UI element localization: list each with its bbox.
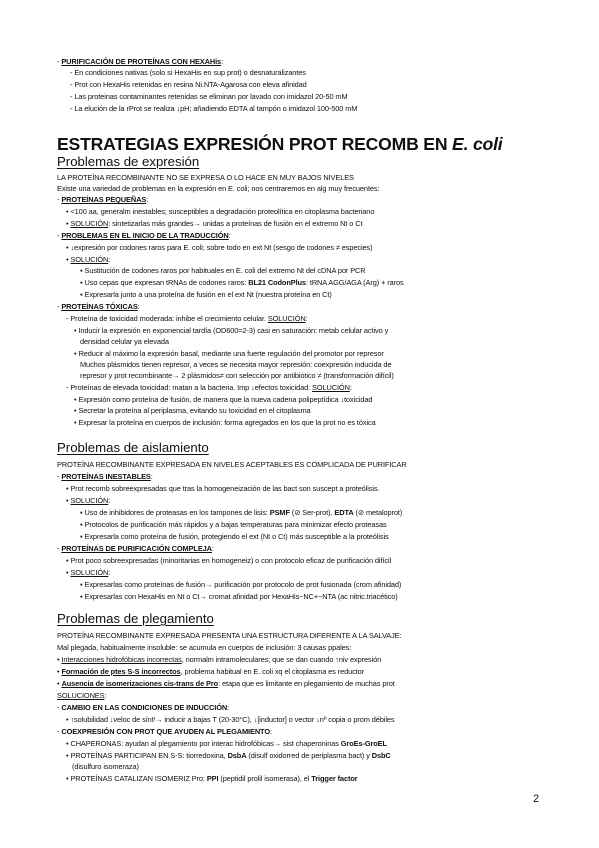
bullet: ▪ Expresarla junto a una proteína de fusión en el ext Nt (nuestra proteína en Ct) — [80, 290, 332, 299]
bullet: • Secretar la proteína al periplasma, evitando su toxicidad en el citoplasma — [74, 406, 311, 415]
text-span: SOLUCIÓN — [70, 219, 109, 228]
bullet: • ↓expresión por codones raros para E. coli; sobre todo en ext Nt (sesgo de codones ≠ especies) — [66, 243, 373, 252]
bullet-continuation: Muchos plásmidos tienen represor, a veces se necesita mayor represión: coexpresión inducida de — [80, 360, 392, 369]
bullet: • Prot recomb sobreexpresadas que tras la homogeneización de las bact son suscept a proteólisis. — [66, 484, 380, 493]
section-heading-plegamiento — [57, 611, 214, 626]
text-span: EDTA — [334, 508, 354, 517]
text-span: PROBLEMAS EN EL INICIO DE LA TRADUCCIÓN — [61, 231, 229, 240]
intro-item: - La elución de la rProt se realiza ↓pH; añadiendo EDTA al tampón o imidazol 100-500 mM — [70, 104, 358, 113]
paragraph: LA PROTEÍNA RECOMBINANTE NO SE EXPRESA O LO HACE EN MUY BAJOS NIVELES — [57, 173, 354, 182]
subheading: - PROTEÍNAS PEQUEÑAS: — [57, 195, 149, 204]
text-span: Formación de ptes S-S incorrectos — [61, 667, 181, 676]
bullet: • Ausencia de isomerizaciones cis-trans de Pro: etapa que es limitante en plegamiento de muchas prot — [57, 679, 395, 688]
bullet: • SOLUCIÓN: — [66, 255, 111, 264]
text-span: Prot poco sobreexpresadas (minoritarias en homogeneiz) o con protocolo eficaz de purificación difícil — [70, 556, 392, 565]
text-span: Reducir al máximo la expresión basal, mediante una fuerte regulación del promotor por represor — [78, 349, 384, 358]
text-span: COEXPRESIÓN CON PROT QUE AYUDEN AL PLEGAMIENTO — [61, 727, 270, 736]
bullet: • PROTEÍNAS PARTICIPAN EN S-S: tiorredoxina, DsbA (disulf oxidorred de periplasma bact) y DsbC — [66, 751, 391, 760]
bullet: • <100 aa, generalm inestables; susceptibles a degradación proteolítica en citoplasma bacteriano — [66, 207, 375, 216]
text-span: CHAPERONAS: ayudan al plegamiento por interac hidrofóbicas→ sist chaperoninas — [70, 739, 341, 748]
text-span: Expresar la proteína en cuerpos de inclusión: forma agregados en los que la prot no es tóxica — [78, 418, 376, 427]
text-span: ↑solubilidad ↓veloc de síntᵗ→ inducir a bajas T (20-30°C), ↓[inductor] o vector ↓nº copia o prom débiles — [70, 715, 395, 724]
bullet: • Expresión como proteína de fusión, de manera que la nueva cadena polipeptídica ↓toxicidad — [74, 395, 373, 404]
section-heading-aislamiento — [57, 440, 209, 455]
bullet: - Proteínas de elevada toxicidad: matan a la bacteria. Imp ↓efectos toxicidad: SOLUCIÓN: — [66, 383, 352, 392]
text-span: En condiciones nativas (solo si HexaHis en sup prot) o desnaturalizantes — [74, 68, 306, 77]
subheading: - PROTEÍNAS INESTABLES: — [57, 472, 153, 481]
paragraph: Mal plegada, habitualmente insoluble: se acumula en cuerpos de inclusión: 3 causas ppales: — [57, 643, 352, 652]
subheading: - PROTEÍNAS DE PURIFICACIÓN COMPLEJA: — [57, 544, 214, 553]
bullet-continuation: (disulfuro isomeraza) — [72, 762, 139, 771]
text-span: ESTRATEGIAS EXPRESIÓN PROT RECOMB EN — [57, 134, 448, 154]
bullet: • ↑solubilidad ↓veloc de síntᵗ→ inducir a bajas T (20-30°C), ↓[inductor] o vector ↓nº copia o prom débiles — [66, 715, 395, 724]
bullet: ▪ Sustitución de codones raros por habituales en E. coli del extremo Nt del cDNA por PCR — [80, 266, 366, 275]
text-span: SOLUCIÓN — [70, 255, 109, 264]
text-span: Expresarlas con HexaHis en Nt o Ct→ cromat afinidad por HexaHis~NC+~NTA (ac nitric.triacético) — [84, 592, 398, 601]
section-heading-expresion — [57, 154, 199, 169]
text-span: E. coli — [452, 134, 503, 154]
text-span: PROTEÍNAS PEQUEÑAS — [61, 195, 147, 204]
text-span: : tRNA AGG/AGA (Arg) + raros — [305, 278, 404, 287]
text-span: Expresarla como proteína de fusión, protegiendo el ext (Nt o Ct) más susceptible a la proteólisis — [84, 532, 389, 541]
text-span: Problemas de plegamiento — [57, 611, 214, 626]
intro-heading-row: - PURIFICACIÓN DE PROTEÍNAS CON HEXAHis: — [57, 57, 224, 66]
text-span: (peptidil prolil isomerasa), el — [218, 774, 312, 783]
text-span: Protocolos de purificación más rápidos y a bajas temperaturas para minimizar efecto proteasas — [84, 520, 387, 529]
text-span: CAMBIO EN LAS CONDICIONES DE INDUCCIÓN — [61, 703, 228, 712]
paragraph: Existe una variedad de problemas en la expresión en E. coli; nos centraremos en alg muy frecuentes: — [57, 184, 380, 193]
text-span: PROTEÍNAS PARTICIPAN EN S-S: tiorredoxina, — [70, 751, 228, 760]
bullet: ▪ Uso cepas que expresan tRNAs de codones raros: BL21 CodonPlus: tRNA AGG/AGA (Arg) + raros — [80, 278, 404, 287]
paragraph: PROTEÍNA RECOMBINANTE EXPRESADA PRESENTA UNA ESTRUCTURA DIFERENTE A LA SALVAJE: — [57, 631, 402, 640]
text-span: Interacciones hidrofóbicas incorrectas — [61, 655, 182, 664]
text-span: GroEs-GroEL — [340, 739, 387, 748]
bullet: • SOLUCIÓN: — [66, 496, 111, 505]
text-span: PROTEÍNAS DE PURIFICACIÓN COMPLEJA — [61, 544, 212, 553]
text-span: SOLUCIÓN — [312, 383, 350, 392]
page-number: 2 — [533, 793, 540, 805]
text-span: PROTEÍNAS CATALIZAN ISOMERIZ Pro: — [70, 774, 207, 783]
bullet: • SOLUCIÓN: sintetizarlas más grandes→ unidas a proteínas de fusión en el extremo Nt o Ct — [66, 219, 363, 228]
text-span: (⊘ Ser-prot), — [289, 508, 335, 517]
bullet: • SOLUCIÓN: — [66, 568, 111, 577]
text-span: PROTEÍNAS TÓXICAS — [61, 302, 138, 311]
text-span: Uso cepas que expresan tRNAs de codones raros: — [84, 278, 249, 287]
bullet: • Expresar la proteína en cuerpos de inclusión: forma agregados en los que la prot no es tóxica — [74, 418, 376, 427]
text-span: Prot recomb sobreexpresadas que tras la homogeneización de las bact son suscept a proteólisis. — [70, 484, 380, 493]
subheading: - CAMBIO EN LAS CONDICIONES DE INDUCCIÓN: — [57, 703, 230, 712]
subheading: - PROTEÍNAS TÓXICAS: — [57, 302, 140, 311]
text-span: SOLUCIÓN — [70, 568, 109, 577]
intro-item: - Prot con HexaHis retenidas en resina Ni.NTA-Agarosa con eleva afinidad — [70, 80, 307, 89]
text-span: , normalm intramoleculares; que se dan cuando ↑niv expresión — [181, 655, 382, 664]
bullet: - Proteína de toxicidad moderada: inhibe el crecimiento celular. SOLUCIÓN: — [66, 314, 308, 323]
text-span: Las proteinas contaminantes retenidas se eliminan por lavado con imidazol 20-50 mM — [74, 92, 348, 101]
text-span: Uso de inhibidores de proteasas en los tampones de lisis: — [84, 508, 270, 517]
text-span: (disulf oxidorred de periplasma bact) y — [246, 751, 372, 760]
paragraph: PROTEÍNA RECOMBINANTE EXPRESADA EN NIVELES ACEPTABLES ES COMPLICADA DE PURIFICAR — [57, 460, 407, 469]
text-span: SOLUCIÓN — [70, 496, 109, 505]
text-span: Expresarlas como proteínas de fusión→ purificación por protocolo de prot fusionada (crom afinidad) — [84, 580, 402, 589]
text-span: Secretar la proteína al periplasma, evitando su toxicidad en el citoplasma — [78, 406, 311, 415]
bullet: • Inducir la expresión en exponencial tardía (OD600=2-3) casi en saturación: metab celular activo y — [74, 326, 389, 335]
bullet: ▪ Protocolos de purificación más rápidos y a bajas temperaturas para minimizar efecto proteasas — [80, 520, 387, 529]
bullet: • Reducir al máximo la expresión basal, mediante una fuerte regulación del promotor por represor — [74, 349, 384, 358]
bullet: ▪ Uso de inhibidores de proteasas en los tampones de lisis: PSMF (⊘ Ser-prot), EDTA (⊘ metaloprot) — [80, 508, 403, 517]
bullet: ▪ Expresarlas con HexaHis en Nt o Ct→ cromat afinidad por HexaHis~NC+~NTA (ac nitric.triacético) — [80, 592, 398, 601]
bullet: • Formación de ptes S-S incorrectos, problema habitual en E. coli xq el citoplasma es reductor — [57, 667, 365, 676]
bullet-continuation: represor y prot recombinante→ 2 plásmidos≠ con selección por antibiótico ≠ (transformación difícil) — [80, 371, 394, 380]
text-span: Problemas de aislamiento — [57, 440, 209, 455]
text-span: PSMF — [269, 508, 290, 517]
text-span: SOLUCIONES — [57, 691, 105, 700]
bullet: • CHAPERONAS: ayudan al plegamiento por interac hidrofóbicas→ sist chaperoninas GroEs-GroEL — [66, 739, 387, 748]
text-span: Ausencia de isomerizaciones cis-trans de Pro — [61, 679, 219, 688]
text-span: Problemas de expresión — [57, 154, 200, 169]
bullet: ▪ Expresarlas como proteínas de fusión→ purificación por protocolo de prot fusionada (crom afinidad) — [80, 580, 402, 589]
subheading: - PROBLEMAS EN EL INICIO DE LA TRADUCCIÓN: — [57, 231, 231, 240]
bullet: • PROTEÍNAS CATALIZAN ISOMERIZ Pro: PPI (peptidil prolil isomerasa), el Trigger factor — [66, 774, 358, 783]
text-span: Proteína de toxicidad moderada: inhibe el crecimiento celular. — [70, 314, 268, 323]
text-span: DsbC — [371, 751, 391, 760]
text-span: Inducir la expresión en exponencial tardía (OD600=2-3) casi en saturación: metab celular activo y — [78, 326, 389, 335]
text-span: PROTEÍNAS INESTABLES — [61, 472, 151, 481]
text-span: : etapa que es limitante en plegamiento de muchas prot — [218, 679, 395, 688]
text-span: Sustitución de codones raros por habituales en E. coli del extremo Nt del cDNA por PCR — [84, 266, 366, 275]
intro-item: - En condiciones nativas (solo si HexaHis en sup prot) o desnaturalizantes — [70, 68, 306, 77]
text-span: Proteínas de elevada toxicidad: matan a la bacteria. Imp ↓efectos toxicidad: — [70, 383, 312, 392]
text-span: (⊘ metaloprot) — [353, 508, 403, 517]
text-span: DsbA — [227, 751, 247, 760]
text-span: Trigger factor — [311, 774, 358, 783]
text-span: <100 aa, generalm inestables; susceptibles a degradación proteolítica en citoplasma bacteriano — [70, 207, 375, 216]
bullet: ▪ Expresarla como proteína de fusión, protegiendo el ext (Nt o Ct) más susceptible a la proteólisis — [80, 532, 389, 541]
bullet-continuation: densidad celular ya elevada — [80, 337, 169, 346]
text-span: , problema habitual en E. coli xq el citoplasma es reductor — [180, 667, 365, 676]
text-span: BL21 CodonPlus — [248, 278, 306, 287]
text-span: La elución de la rProt se realiza ↓pH; añadiendo EDTA al tampón o imidazol 100-500 mM — [74, 104, 358, 113]
paragraph: SOLUCIONES: — [57, 691, 107, 700]
text-span: PPI — [206, 774, 219, 783]
text-span: SOLUCIÓN — [267, 314, 306, 323]
bullet: • Interacciones hidrofóbicas incorrectas, normalm intramoleculares; que se dan cuando ↑niv expresión — [57, 655, 382, 664]
intro-heading: PURIFICACIÓN DE PROTEÍNAS CON HEXAHis — [61, 57, 222, 66]
subheading: - COEXPRESIÓN CON PROT QUE AYUDEN AL PLEGAMIENTO: — [57, 727, 272, 736]
text-span: : sintetizarlas más grandes→ unidas a proteínas de fusión en el extremo Nt o Ct — [108, 219, 363, 228]
intro-item: - Las proteinas contaminantes retenidas se eliminan por lavado con imidazol 20-50 mM — [70, 92, 348, 101]
text-span: Prot con HexaHis retenidas en resina Ni.NTA-Agarosa con eleva afinidad — [74, 80, 307, 89]
bullet: • Prot poco sobreexpresadas (minoritarias en homogeneiz) o con protocolo eficaz de purificación difícil — [66, 556, 392, 565]
page-title — [57, 134, 502, 155]
text-span: Expresión como proteína de fusión, de manera que la nueva cadena polipeptídica ↓toxicidad — [78, 395, 373, 404]
text-span: Expresarla junto a una proteína de fusión en el ext Nt (nuestra proteína en Ct) — [84, 290, 332, 299]
text-span: ↓expresión por codones raros para E. coli; sobre todo en ext Nt (sesgo de codones ≠ especies) — [70, 243, 373, 252]
